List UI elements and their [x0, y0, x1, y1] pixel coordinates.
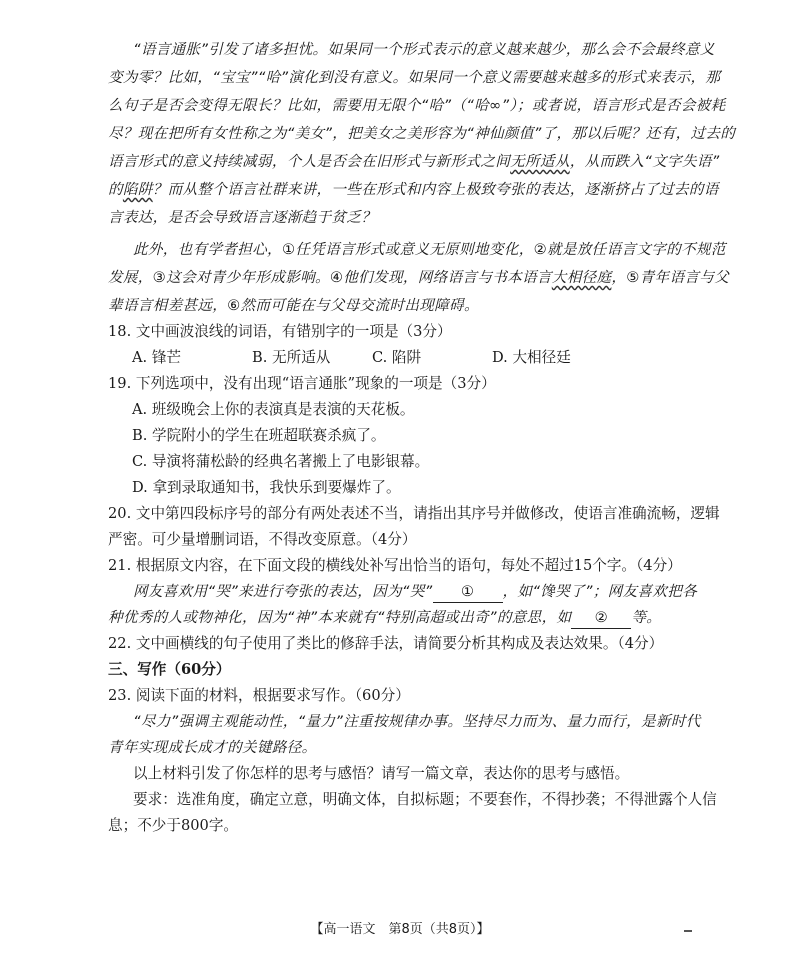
q23-stem: 23. 阅读下面的材料，根据要求写作。（60分） [108, 687, 410, 704]
wavy-word-wusuoshicong: 无所适从 [510, 153, 570, 170]
passage-text: 发展，③这会对青少年形成影响。④他们发现，网络语言与书本语言 [108, 269, 552, 286]
q23-prompt: 以上材料引发了你怎样的思考与感悟？请写一篇文章，表达你的思考与感悟。 [133, 765, 630, 782]
passage-text: ，⑤青年语言与父 [611, 269, 730, 286]
q18-option-d: D. 大相径廷 [492, 349, 571, 366]
passage-p1-line5 [108, 152, 720, 172]
q18-stem: 18. 文中画波浪线的词语，有错别字的一项是（3分） [108, 323, 452, 340]
passage-text: 语言形式的意义持续减弱，个人是否会在旧形式与新形式之间 [108, 153, 511, 170]
section-writing-title: 三、写作（60分） [108, 661, 231, 678]
page-footer: 【高一语文 第8页（共8页）】 [310, 922, 490, 937]
passage-p1-line6 [108, 180, 719, 200]
q21-text: 种优秀的人或物神化，因为“神”本来就有“特别高超或出奇”的意思，如 [108, 609, 572, 626]
q21-text: ，如“馋哭了”；网友喜欢把各 [502, 583, 697, 600]
wavy-word-daxiangjingting: 大相径庭 [551, 269, 612, 286]
passage-p1-line2: 变为零？比如，“宝宝”“哈”演化到没有意义。如果同一个意义需要越来越多的形式来表示，那 [108, 69, 721, 86]
q21-text-line2 [108, 608, 698, 629]
passage-p2-line3: 辈语言相差甚远，⑥然而可能在与父母交流时出现障碍。 [108, 297, 479, 314]
q21-blank-2[interactable]: ② [571, 608, 631, 629]
q21-text-line1 [133, 582, 723, 603]
q19-option-b: B. 学院附小的学生在班超联赛杀疯了。 [132, 427, 386, 444]
q21-text: 等。 [631, 609, 662, 626]
passage-p1-line1: “语言通胀”引发了诸多担忧。如果同一个形式表示的意义越来越少，那么会不会最终意义 [133, 41, 715, 58]
q21-blank-1[interactable]: ① [433, 582, 503, 603]
q19-stem: 19. 下列选项中，没有出现“语言通胀”现象的一项是（3分） [108, 375, 496, 392]
scan-mark [684, 930, 692, 932]
q19-option-d: D. 拿到录取通知书，我快乐到要爆炸了。 [132, 479, 401, 496]
passage-p2-line1: 此外，也有学者担心，①任凭语言形式或意义无原则地变化，②就是放任语言文字的不规范 [133, 241, 726, 258]
q20-stem-line2: 严密。可少量增删词语，不得改变原意。（4分） [108, 531, 417, 548]
q23-material-line2: 青年实现成长成才的关键路径。 [108, 739, 317, 756]
q21-text: 网友喜欢用“哭”来进行夸张的表达，因为“哭” [133, 583, 433, 600]
q18-option-b: B. 无所适从 [252, 349, 331, 366]
q23-material-line1: “尽力”强调主观能动性，“量力”注重按规律办事。坚持尽力而为、量力而行，是新时代 [133, 713, 701, 730]
passage-p1-line3: 么句子是否会变得无限长？比如，需要用无限个“哈”（“哈∞”）；或者说，语言形式是否会被耗 [108, 97, 726, 114]
passage-p1-line4: 尽？现在把所有女性称之为“美女”，把美女之美形容为“神仙颜值”了，那以后呢？还有，过去的 [108, 125, 736, 142]
q18-option-a: A. 锋芒 [132, 349, 182, 366]
passage-p2-line2 [108, 268, 730, 288]
q20-stem-line1: 20. 文中第四段标序号的部分有两处表述不当，请指出其序号并做修改，使语言准确流畅，逻辑 [108, 505, 720, 522]
q22-stem: 22. 文中画横线的句子使用了类比的修辞手法，请简要分析其构成及表达效果。（4分） [108, 635, 664, 652]
q18-option-c: C. 陷阱 [372, 349, 422, 366]
wavy-word-xianjing: 陷阱 [122, 181, 153, 198]
passage-text: 的 [108, 181, 123, 198]
q23-requirements-line1: 要求：选准角度，确定立意，明确文体，自拟标题；不要套作，不得抄袭；不得泄露个人信 [133, 791, 717, 808]
q19-option-a: A. 班级晚会上你的表演真是表演的天花板。 [132, 401, 415, 418]
passage-p1-line7: 言表达，是否会导致语言逐渐趋于贫乏？ [108, 209, 377, 226]
q23-requirements-line2: 息；不少于800字。 [108, 817, 239, 834]
passage-text: ？而从整个语言社群来讲，一些在形式和内容上极致夸张的表达，逐渐挤占了过去的语 [152, 181, 719, 198]
passage-text: ，从而跌入“文字失语” [569, 153, 720, 170]
q19-option-c: C. 导演将蒲松龄的经典名著搬上了电影银幕。 [132, 453, 430, 470]
q21-stem: 21. 根据原文内容，在下面文段的横线处补写出恰当的语句，每处不超过15个字。（4分） [108, 557, 682, 574]
